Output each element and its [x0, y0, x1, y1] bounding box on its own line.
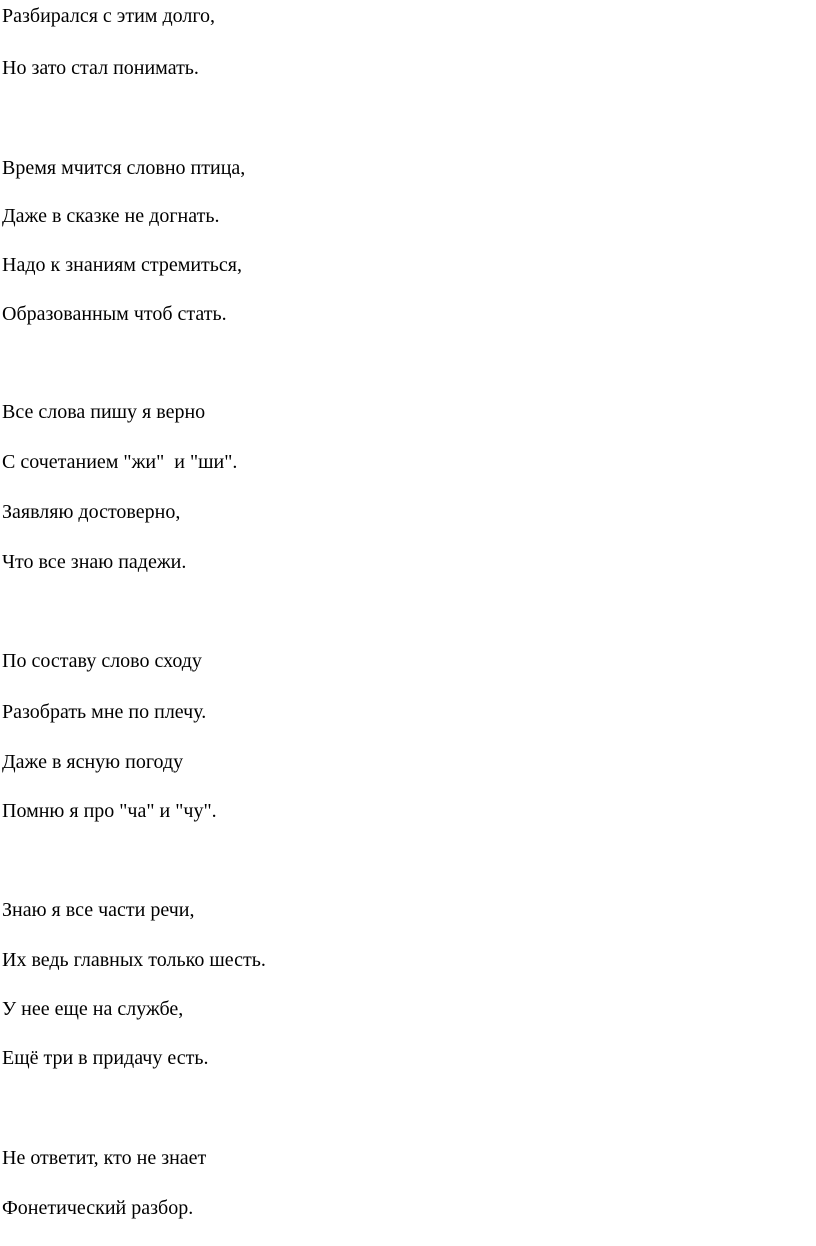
poem-line: У нее еще на службе,: [2, 998, 184, 1020]
poem-line: По составу слово сходу: [2, 650, 202, 672]
poem-line: Время мчится словно птица,: [2, 157, 246, 179]
poem-line: Образованным чтоб стать.: [2, 303, 227, 325]
poem-line: Разобрать мне по плечу.: [2, 701, 207, 723]
poem-line: Помню я про "ча" и "чу".: [2, 800, 217, 822]
poem-line: Ещё три в придачу есть.: [2, 1047, 209, 1069]
poem-line: Фонетический разбор.: [2, 1197, 194, 1219]
poem-line: Даже в ясную погоду: [2, 751, 184, 773]
poem-line: Знаю я все части речи,: [2, 899, 195, 921]
poem-line: Не ответит, кто не знает: [2, 1147, 207, 1169]
poem-line: Даже в сказке не догнать.: [2, 205, 220, 227]
poem-line: Разбирался с этим долго,: [2, 5, 216, 27]
poem-line: Их ведь главных только шесть.: [2, 949, 266, 971]
poem-line: Что все знаю падежи.: [2, 551, 187, 573]
poem-line: Заявляю достоверно,: [2, 501, 181, 523]
poem-line: Но зато стал понимать.: [2, 57, 199, 79]
poem-line: Надо к знаниям стремиться,: [2, 254, 242, 276]
poem-line: С сочетанием "жи" и "ши".: [2, 451, 238, 473]
poem-line: Все слова пишу я верно: [2, 401, 206, 423]
